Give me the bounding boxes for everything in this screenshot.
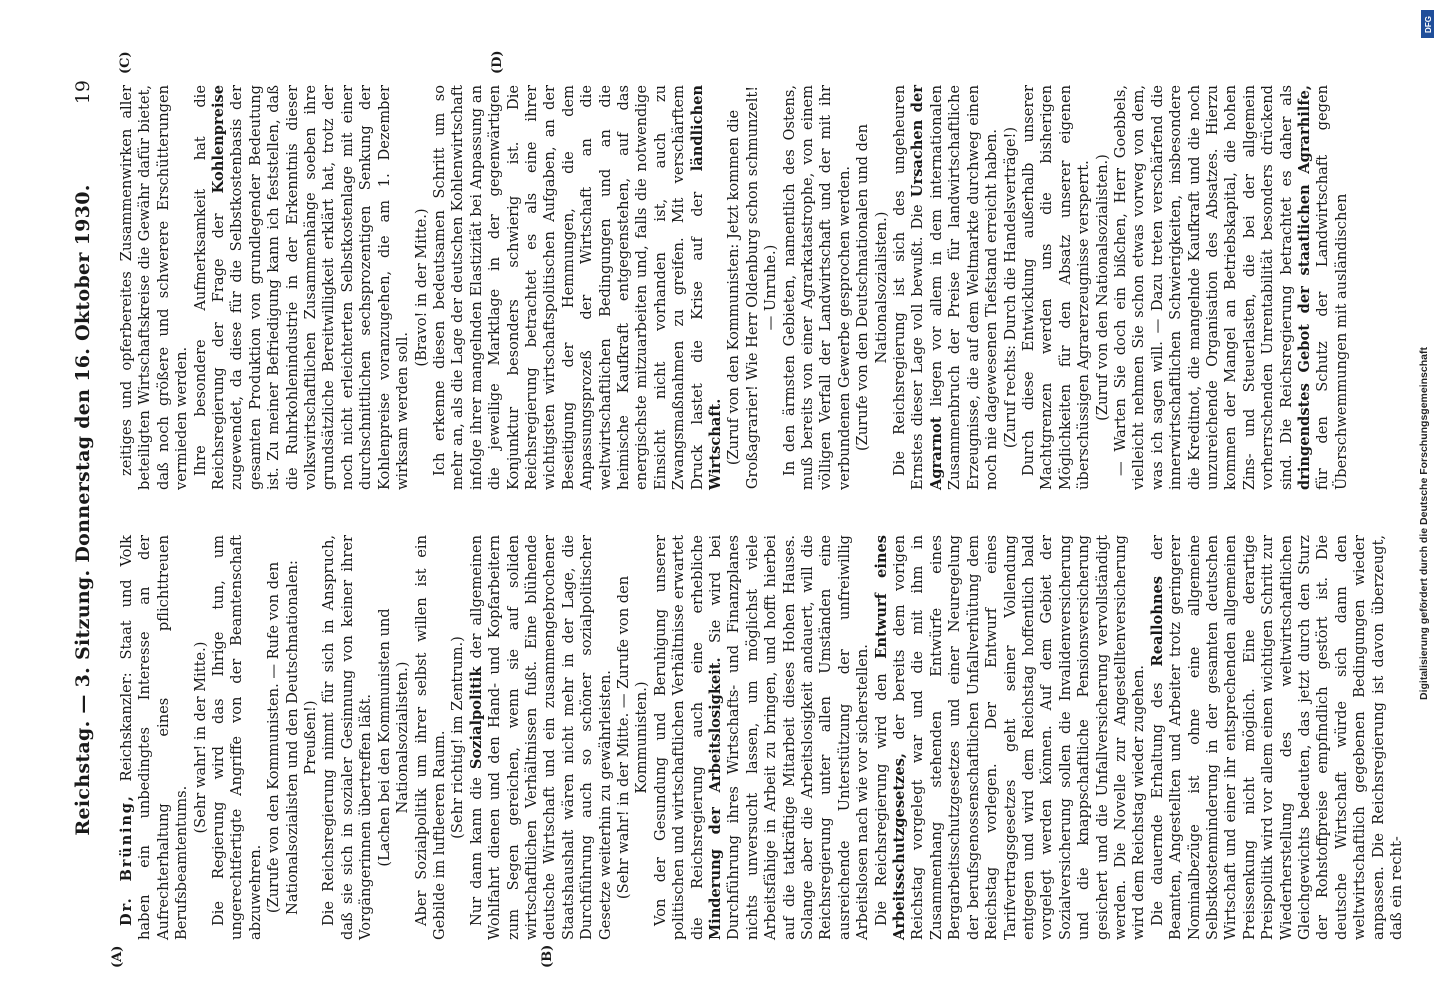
paragraph bbox=[891, 85, 1001, 490]
paragraph-text: Die dauernde Erhaltung des bbox=[1148, 666, 1166, 926]
paragraph-text: Ich erkenne diesen bedeutsamen Schritt um so mehr an, als die Lage der deutschen Kohlenwirtschaft infolge ihrer mangelnden Elastizität bei Anpassung an die jeweilige Marktlage in der gegenwärtigen Konjunktur besonders schwierig ist. Die Reichsregierung betrachtet es als eine ihrer wichtigsten wirtschaftspolitischen Aufgaben, an der Beseitigung der Hemmungen, die dem Anpassungsprozeß der Wirtschaft an die weltwirtschaftlichen Bedingungen und an die heimische Kaufkraft entgegenstehen, auf das energischste mitzuarbeiten und, falls die notwendige Einsicht nicht vorhanden ist, auch zu Zwangsmaßnahmen zu greifen. Mit verschärftem Druck lastet die Krise auf der bbox=[430, 85, 706, 490]
interjection bbox=[725, 85, 780, 490]
paragraph-text: (Zuruf von den Nationalsozialisten.) bbox=[1093, 154, 1111, 421]
paragraph-text: (Zurufe von den Kommunisten. — Rufe von den Nationalsozialisten und den Deutschnationalen: Preußen!) bbox=[265, 560, 320, 915]
paragraph-text: (Sehr wahr! in der Mitte.) bbox=[191, 641, 209, 834]
document-page bbox=[70, 50, 1406, 968]
right-text-column bbox=[118, 85, 1351, 490]
running-title: Reichstag. — 3. Sitzung. Donnerstag den 16. Oktober 1930. bbox=[72, 184, 94, 836]
emphasized-term: Reallohnes bbox=[1148, 576, 1166, 667]
paragraph-text: (Bravo! in der Mitte.) bbox=[412, 208, 430, 367]
paragraph-text: Die Reichsregierung ist sich des ungeheuren Ernstes dieser Lage voll bewußt. Die bbox=[891, 85, 927, 490]
interjection bbox=[615, 535, 652, 940]
paragraph-text: (Sehr wahr! in der Mitte. — Zurufe von den Kommunisten.) bbox=[614, 575, 651, 900]
emphasized-term: dringendstes Gebot der staatlichen Agrarhilfe, bbox=[1296, 85, 1313, 490]
paragraph-text: Von der Gesundung und Beruhigung unserer politischen und wirtschaftlichen Verhältnisse erwartet die Reichsregierung auch eine erhebliche bbox=[651, 535, 706, 940]
emphasized-term: Sozialpolitik bbox=[467, 666, 485, 770]
paragraph-text: Die Reichsregierung wird den bbox=[872, 658, 890, 926]
paragraph-text: (Zurufe von den Deutschnationalen und den Nationalsozialisten.) bbox=[854, 123, 890, 452]
paragraph bbox=[468, 535, 615, 940]
paragraph-text: Durch diese Entwicklung außerhalb unserer Machtgrenzen werden uns die bisherigen Möglichkeiten für den Absatz unserer eigenen überschüssigen Agrarerzeugnisse versperrt. bbox=[1019, 85, 1093, 490]
paragraph bbox=[781, 85, 855, 490]
paragraph-text: Die Regierung wird das Ihrige tun, um ungerechtfertigte Angriffe von der Beamtenschaft abzuwehren. bbox=[210, 535, 264, 940]
margin-marker-a: (A) bbox=[110, 945, 125, 968]
paragraph-text: — Warten Sie doch ein bißchen, Herr Goebbels, vielleicht nehmen Sie schon etwas vorweg von dem, was ich sagen will. — Dazu treten verschärfend die innerwirtschaftlichen Schwierigkeiten, insbesondere die Kreditnot, die mangelnde Kaufkraft und die noch unzureichende Organisation des Absatzes. Hierzu kommen der Mangel an Betriebskapital, die hohen Zins- und Steuerlasten, die bei der allgemein vorherrschenden Unrentabilität besonders drückend sind. Die Reichsregierung betrachtet es daher als bbox=[1111, 85, 1295, 490]
paragraph bbox=[413, 535, 450, 940]
interjection bbox=[376, 535, 413, 940]
speaker-name: Dr. Brüning, bbox=[118, 794, 135, 926]
paragraph-text: (Zuruf von den Kommunisten: Jetzt kommen die Großagrarier! Wie Herr Oldenburg schon schmunzelt! — Unruhe.) bbox=[725, 85, 780, 490]
interjection bbox=[413, 85, 431, 490]
paragraph bbox=[320, 535, 375, 940]
interjection bbox=[449, 535, 467, 940]
paragraph-text: Sie wird bei Durchführung ihres Wirtschafts- und Finanzplanes nichts unversucht lassen, um möglichst viele Arbeitsfähige in Arbeit zu bringen, und hofft hierbei auf die tatkräftige Mitarbeit dieses Hohen Hauses. Solange aber die Arbeitslosigkeit andauert, will die Reichsregierung unter allen Umständen eine ausreichende Unterstützung der unfreiwillig Arbeitslosen nach wie vor sicherstellen. bbox=[707, 534, 872, 940]
emphasized-term: Minderung der Arbeitslosigkeit. bbox=[707, 657, 724, 940]
paragraph-text: der bereits dem vorigen Reichstag vorgelegt war und die mit ihm in Zusammenhang stehenden Entwürfe eines Bergarbeitsschutzgesetzes und einer Neuregelung der berufsgenossenschaftlichen Unfallverhütung dem Reichstag vorlegen. Der Entwurf eines Tarifvertragsgesetzes geht seiner Vollendung entgegen und wird dem Reichstag hoffentlich bald vorgelegt werden können. Auf dem Gebiet der Sozialversicherung sollen die Invalidenversicherung und die knappschaftliche Pensionsversicherung gesichert und die Unfallversicherung vervollständigt werden. Die Novelle zur Angestelltenversicherung wird dem Reichstag wieder zugehen. bbox=[891, 535, 1148, 940]
paragraph-text: zeitiges und opferbereites Zusammenwirken aller beteiligten Wirtschaftskreise die Gewähr dafür bietet, daß noch größere und schwerere Erschütterungen vermieden werden. bbox=[118, 85, 191, 490]
paragraph-text: Ihre besondere Aufmerksamkeit hat die Reichsregierung der Frage der bbox=[191, 85, 228, 490]
paragraph bbox=[118, 85, 192, 490]
interjection bbox=[1002, 85, 1020, 490]
digitization-credit: Digitalisierung gefördert durch die Deutsche Forschungsgemeinschaft bbox=[1418, 347, 1430, 700]
margin-marker-c: (C) bbox=[118, 51, 133, 74]
paragraph bbox=[431, 85, 726, 490]
left-text-column bbox=[118, 535, 1406, 940]
speaker-paragraph bbox=[118, 535, 192, 940]
paragraph bbox=[210, 535, 265, 940]
interjection bbox=[1094, 85, 1112, 490]
emphasized-term: Ursachen der Agrarnot bbox=[909, 85, 945, 490]
emphasized-term: Kohlenpreise bbox=[210, 85, 228, 194]
emphasized-term: ländlichen Wirtschaft. bbox=[688, 85, 724, 490]
interjection bbox=[265, 535, 320, 940]
paragraph-text: In den ärmsten Gebieten, namentlich des Ostens, muß bereits von einer Agrarkatastrophe, von einem völligen Verfall der Landwirtschaft und der mit ihr verbundenen Gewerbe gesprochen werden. bbox=[780, 85, 853, 490]
emphasized-term: Entwurf eines Arbeitsschutzgesetzes, bbox=[872, 535, 909, 940]
paragraph-text: Aber Sozialpolitik um ihrer selbst willen ist ein Gebilde im luftleeren Raum. bbox=[412, 535, 448, 940]
paragraph-text: der allgemeinen Wohlfahrt dienen und den Hand- und Kopfarbeitern zum Segen gereichen, wenn sie auf soliden wirtschaftlichen Verhältnissen fußt. Eine blühende deutsche Wirtschaft und ein zusammengebrochener Staatshaushalt wären nicht mehr in der Lage, die Durchführung auch so schöner sozialpolitischer Gesetze weiterhin zu gewährleisten. bbox=[467, 535, 614, 940]
dfg-logo: DFG bbox=[1421, 10, 1434, 38]
paragraph bbox=[1112, 85, 1351, 490]
interjection bbox=[854, 85, 891, 490]
paragraph bbox=[192, 85, 413, 490]
paragraph-text: zugewendet, da diese für die Selbstkostenbasis der gesamten Produktion von grundlegender Bedeutung ist. Zu meiner Befriedigung kann ich feststellen, daß die Ruhrkohlenindustrie in der Erkenntnis dieser volkswirtschaftlichen Zusammenhänge soeben ihre grundsätzliche Bereitwilligkeit erklärt hat, trotz der noch nicht erleichterten Selbstkostenlage mit einer durchschnittlichen sechsprozentigen Senkung der Kohlenpreise voranzugehen, die am 1. Dezember wirksam werden soll. bbox=[228, 85, 412, 490]
paragraph bbox=[652, 535, 873, 940]
paragraph-text: der Beamten, Angestellten und Arbeiter trotz geringerer Nominalbezüge ist ohne eine allgemeine Selbstkostenminderung in der gesamten deutschen Wirtschaft und einer ihr entsprechenden allgemeinen Preissenkung nicht möglich. Eine derartige Preispolitik wird vor allem einen wichtigen Schritt zur Wiederherstellung des weltwirtschaftlichen Gleichgewichts bedeuten, das jetzt durch den Sturz der Rohstoffpreise empfindlich gestört ist. Die deutsche Wirtschaft würde sich dann den weltwirtschaftlich gegebenen Bedingungen wieder anpassen. Die Reichsregierung ist davon überzeugt, daß ein recht- bbox=[1148, 535, 1406, 940]
paragraph bbox=[873, 535, 1149, 940]
paragraph bbox=[1020, 85, 1094, 490]
page-header bbox=[70, 80, 100, 940]
paragraph-text: (Sehr richtig! im Zentrum.) bbox=[449, 636, 467, 839]
paragraph bbox=[1149, 535, 1407, 940]
margin-marker-d: (D) bbox=[490, 50, 505, 74]
paragraph-text: liegen vor allem in dem internationalen Zusammenbruch der Preise für landwirtschaftliche Erzeugnisse, die auf dem Weltmarkte durchweg einen noch nie dagewesenen Tiefstand erreicht haben. bbox=[927, 85, 1001, 490]
paragraph-text: Die Reichsregierung nimmt für sich in Anspruch, daß sie sich in sozialer Gesinnung von keiner ihrer Vorgängerinnen übertreffen läßt. bbox=[320, 535, 375, 940]
page-number: 19 bbox=[72, 80, 94, 105]
interjection bbox=[192, 535, 210, 940]
paragraph-text: Nur dann kann die bbox=[467, 769, 485, 926]
paragraph-text: (Lachen bei den Kommunisten und Nationalsozialisten.) bbox=[375, 608, 412, 867]
margin-marker-b: (B) bbox=[540, 944, 555, 968]
paragraph-text: für den Schutz der Landwirtschaft gegen Überschwemmungen mit ausländischen bbox=[1314, 85, 1350, 490]
speaker-text: Reichskanzler: Staat und Volk haben ein unbedingtes Interesse an der Aufrechterhaltung eines pflichttreuen Berufsbeamtentums. bbox=[118, 535, 191, 940]
paragraph-text: (Zuruf rechts: Durch die Handelsverträge!) bbox=[1001, 126, 1019, 449]
